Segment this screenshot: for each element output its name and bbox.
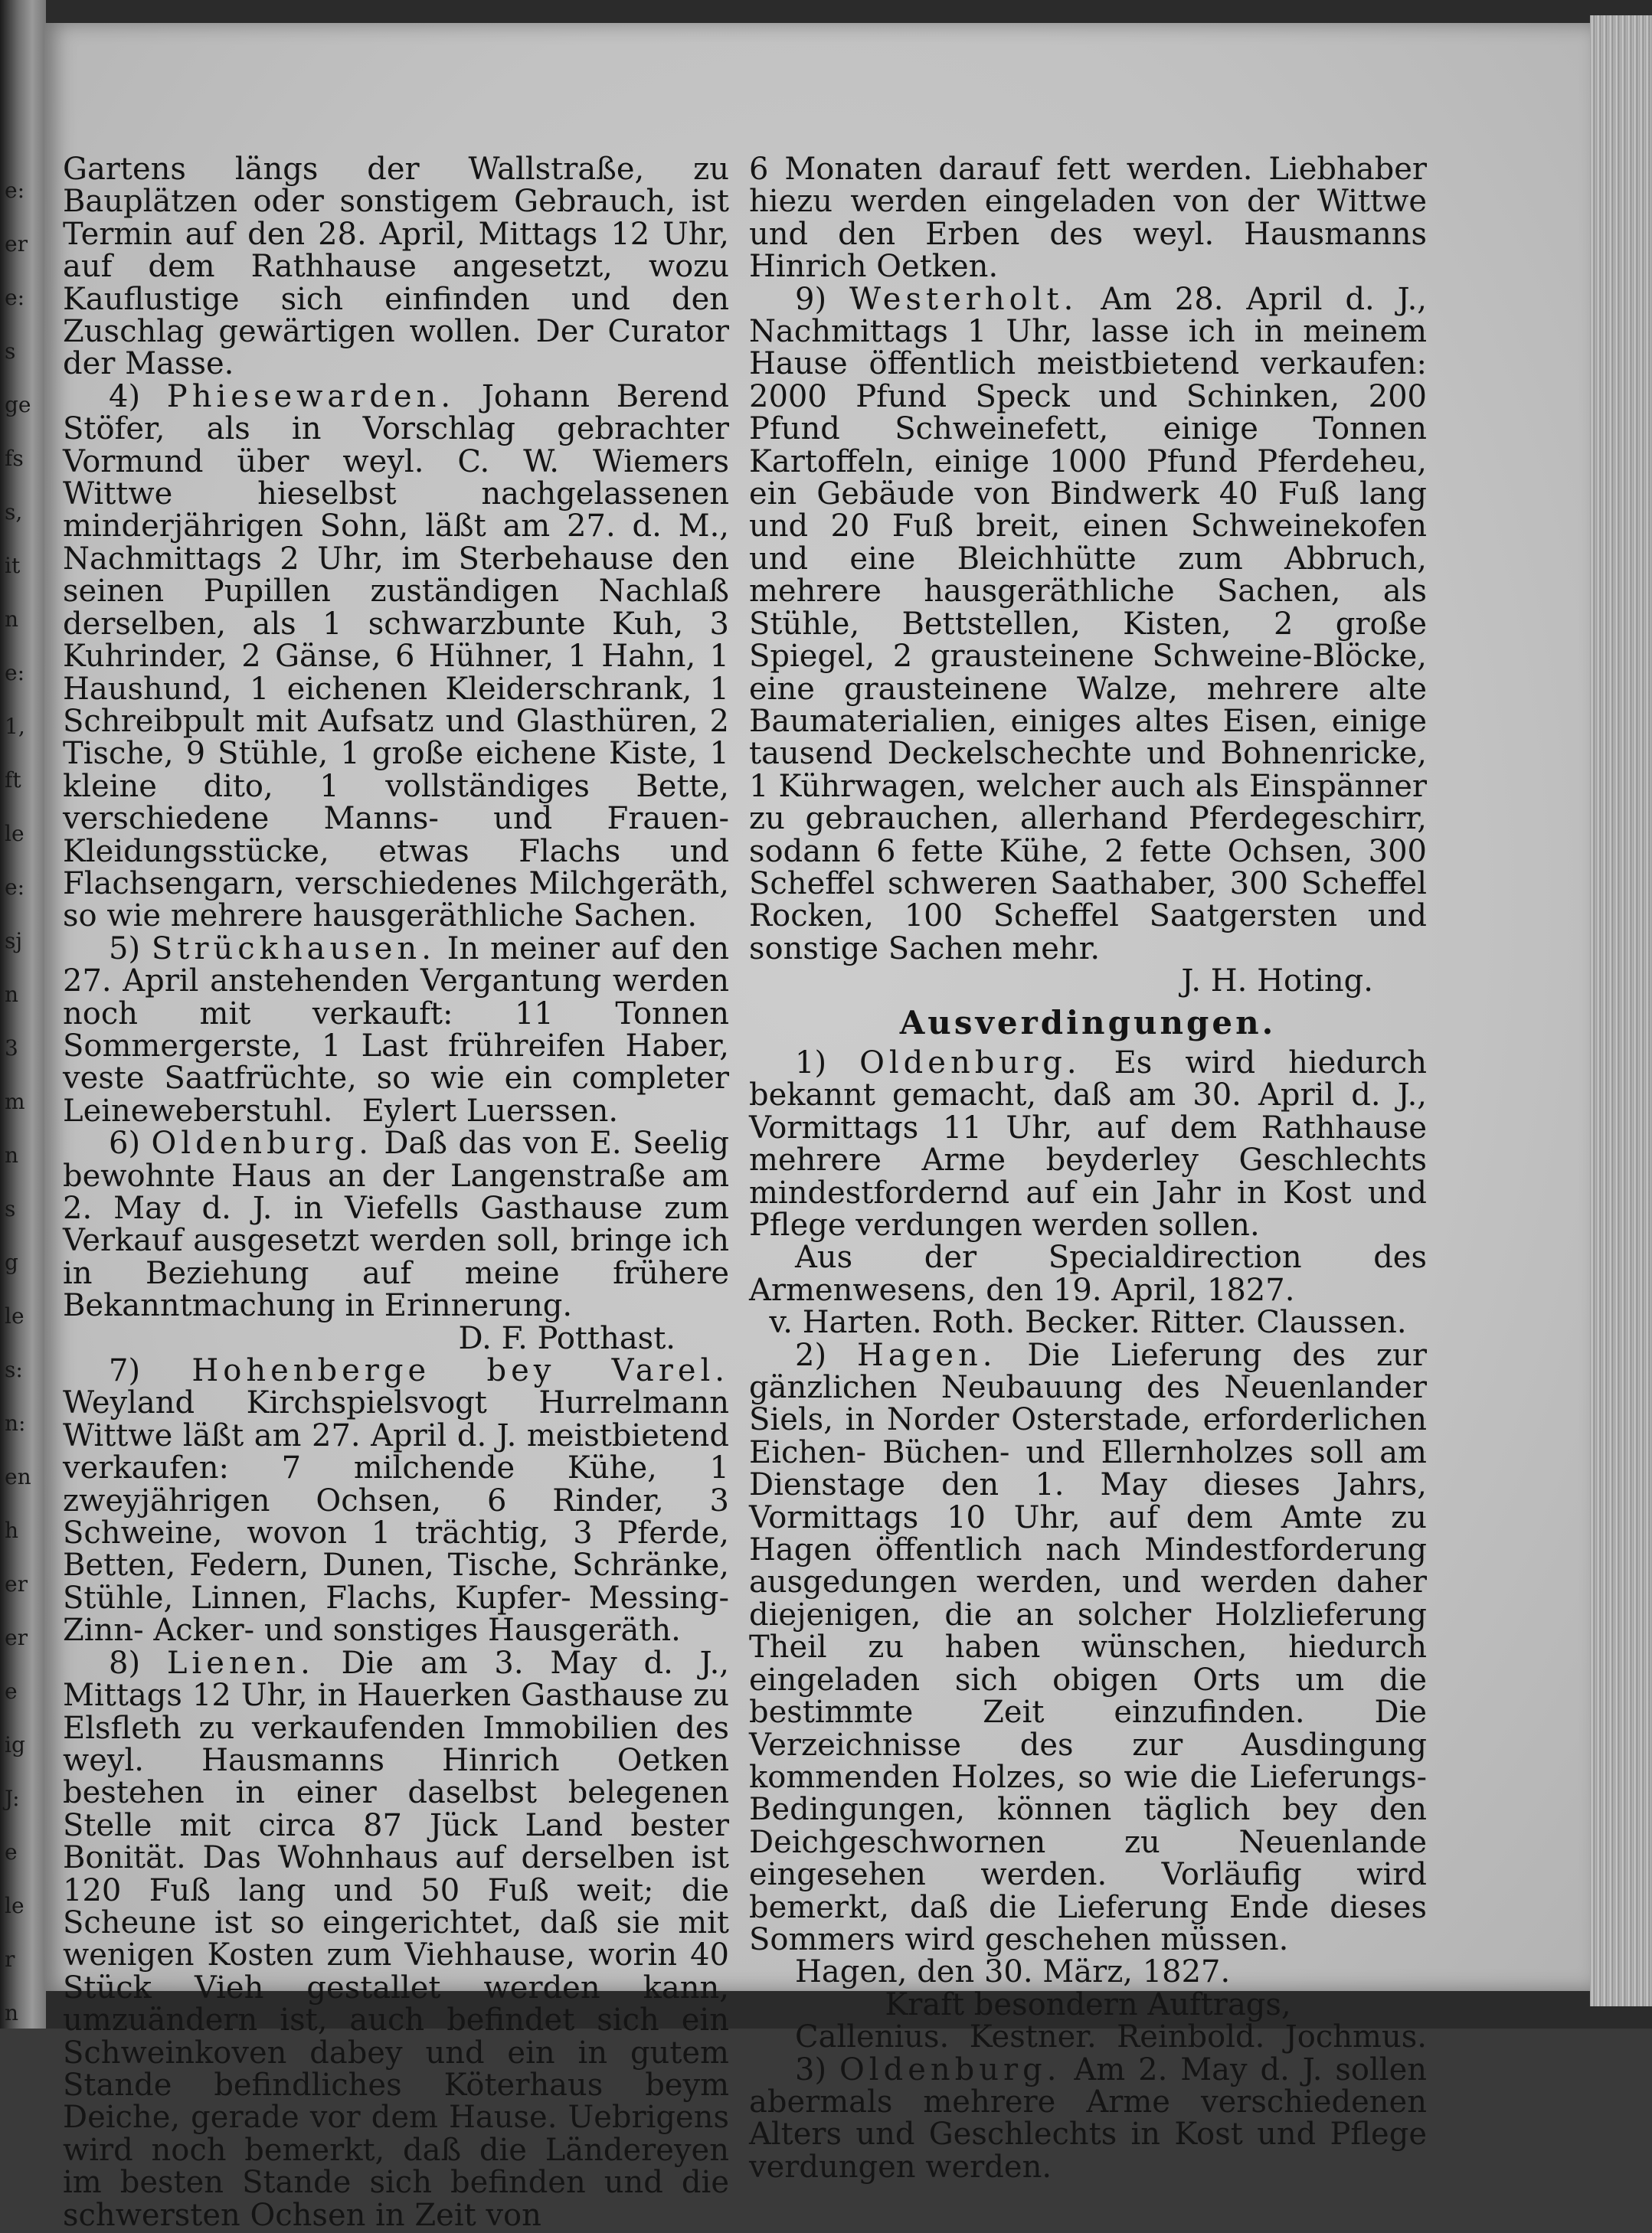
previous-page-fragment: er (5, 1625, 28, 1650)
previous-page-fragment: e: (5, 178, 25, 203)
previous-page-fragment: s (5, 1196, 16, 1221)
previous-page-fragment: fs (5, 446, 24, 471)
previous-page-fragment: m (5, 1089, 25, 1114)
notice-number: 5) (109, 930, 141, 966)
notice-text: Die am 3. May d. J., Mittags 12 Uhr, in Hauerken Gasthause zu Elsfleth zu verkaufenden Immobilien des weyl. Hausmanns Hinrich Oetken bestehen in einer daselbst belegenen Stelle mit circa 87 Jück Land bester Bonität. Das Wohnhaus auf derselben ist 120 Fuß lang und 50 Fuß weit; die Scheune ist so eingerichtet, daß sie mit wenigen Kosten zum Viehhause, worin 40 Stück Vieh gestallet werden kann, umzuändern ist, auch befindet sich ein Schweinkoven dabey und ein in gutem Stande befindliches Köterhaus beym Deiche, gerade vor dem Hause. Uebrigens wird noch bemerkt, daß die Ländereyen im besten Stande sich befinden und die schwersten Ochsen in Zeit von (63, 1645, 729, 2233)
previous-page-fragment: e (5, 1839, 18, 1865)
notice-number: 6) (109, 1126, 141, 1162)
left-column (63, 153, 729, 2231)
previous-page-fragment: 1, (5, 714, 25, 739)
previous-page-fragment: ig (5, 1732, 25, 1757)
notice-signature: Eylert Luerssen. (361, 1093, 619, 1129)
notice-place: Strückhausen. (151, 930, 436, 966)
right-column (749, 153, 1427, 2183)
notice-place: Phiesewarden. (166, 378, 456, 414)
previous-page-fragment: ge (5, 392, 31, 417)
signatory-names (749, 2021, 1427, 2053)
notice-place: Hagen. (856, 1337, 997, 1373)
previous-page-fragment: r (5, 1947, 15, 1972)
notice-text: In meiner auf den 27. April anstehenden Vergantung werden noch mit verkauft: 11 Tonnen Sommergerste, 1 Last frühreifen Haber, veste Saatfrüchte, so wie ein completer Leineweberstuhl. (63, 930, 730, 1129)
notice-6 (63, 1127, 729, 1322)
notice-place: Westerholt. (849, 281, 1078, 317)
notice-number: 4) (109, 378, 141, 414)
previous-page-fragment: n (5, 606, 19, 632)
previous-page-fragment: s (5, 338, 16, 364)
notice-signature: v. Harten. Roth. Becker. Ritter. Claussen. (769, 1305, 1407, 1341)
notice-place: Hohenberge bey Varel. (191, 1353, 729, 1389)
notice-signature: D. F. Potthast. (458, 1320, 676, 1356)
previous-page-fragment: 3 (5, 1035, 18, 1061)
previous-page-fragment: sj (5, 928, 23, 953)
notice-place: Oldenburg. (151, 1126, 373, 1162)
signatory-name: Jochmus. (1284, 2019, 1427, 2055)
previous-page-fragment: e: (5, 660, 25, 685)
notice-text: Am 28. April d. J., Nachmittags 1 Uhr, lasse ich in meinem Hause öffentlich meistbietend verkaufen: 2000 Pfund Speck und Schinken, 200 Pfund Schweinefett, einige Tonnen Kartoffeln, einige 1000 Pfund Pferdeheu, ein Gebäude von Bindwerk 40 Fuß lang und 20 Fuß breit, einen Schweinekofen und eine Bleichhütte zum Abbruch, mehrere hausgeräthliche Sachen, als Stühle, Bettstellen, Kisten, 2 große Spiegel, 2 grausteinene Schweine-Blöcke, eine grausteinene Walze, mehrere alte Baumaterialien, einiges altes Eisen, einige tausend Deckelschechte und Bohnenricke, 1 Kührwagen, welcher auch als Einspänner zu gebrauchen, allerhand Pferdegeschirr, sodann 6 fette Kühe, 2 fette Ochsen, 300 Scheffel schweren Saathaber, 300 Scheffel Rocken, 100 Scheffel Saatgersten und sonstige Sachen mehr. (749, 281, 1428, 966)
previous-page-fragment: n (5, 1143, 19, 1168)
page-fore-edge (1590, 15, 1652, 2006)
notice-number: 2) (795, 1337, 827, 1373)
contract-3 (749, 2054, 1427, 2184)
signatory-name: Reinbold. (1117, 2019, 1265, 2055)
notice-text: Es wird hiedurch bekannt gemacht, daß am 30. April d. J., Vormittags 11 Uhr, auf dem Rathhause mehrere Arme beyderley Geschlechts mindestfordernd auf ein Jahr in Kost und Pflege verdungen werden sollen. (749, 1045, 1427, 1243)
previous-page-fragment: e (5, 1679, 18, 1704)
notice-number: 7) (109, 1353, 141, 1389)
previous-page-fragment: le (5, 821, 25, 846)
notice-continuation: 6 Monaten darauf fett werden. Liebhaber hiezu werden eingeladen von der Wittwe und den Erben des weyl. Hausmanns Hinrich Oetken. (749, 152, 1427, 285)
notice-text: Daß das von E. Seelig bewohnte Haus an der Langenstraße am 2. May d. J. in Viefells Gasthause zum Verkauf ausgesetzt werden soll, bringe ich in Beziehung auf meine frühere Bekanntmachung in Erinnerung. (63, 1126, 729, 1324)
previous-page-fragment: ft (5, 767, 21, 793)
previous-page-fragment: g (5, 1250, 18, 1275)
previous-page-fragment: er (5, 231, 28, 257)
notice-number: 1) (795, 1045, 827, 1081)
signatory-name: Callenius. (795, 2019, 950, 2055)
notice-text: Johann Berend Stöfer, als in Vorschlag gebrachter Vormund über weyl. C. W. Wiemers Wittwe hieselbst nachgelassenen minderjährigen Sohn, läßt am 27. d. M., Nachmittags 2 Uhr, im Sterbehause den seinen Pupillen zuständigen Nachlaß derselben, als 1 schwarzbunte Kuh, 3 Kuhrinder, 2 Gänse, 6 Hühner, 1 Hahn, 1 Haushund, 1 eichenen Kleiderschrank, 1 Schreibpult mit Aufsatz und Glasthüren, 2 Tische, 9 Stühle, 1 große eichene Kiste, 1 kleine dito, 1 vollständiges Bette, verschiedene Manns- und Frauen-Kleidungsstücke, etwas Flachs und Flachsengarn, verschiedenes Milchgeräth, so wie mehrere hausgeräthliche Sachen. (63, 378, 729, 934)
section-heading: Ausverdingungen. (899, 1003, 1277, 1041)
notice-text: Die Lieferung des zur gänzlichen Neubauung des Neuenlander Siels, in Norder Osterstade, erforderlichen Eichen- Büchen- und Ellernholzes soll am Dienstage den 1. May dieses Jahrs, Vormittags 10 Uhr, auf dem Amte zu Hagen öffentlich nach Mindestforderung ausgedungen werden, und werden daher diejenigen, die an solcher Holzlieferung Theil zu haben wünschen, hiedurch eingeladen sich obigen Orts um die bestimmte Zeit einzufinden. Die Verzeichnisse des zur Ausdingung kommenden Holzes, so wie die Lieferungs-Bedingungen, können täglich bey den Deichgeschwornen zu Neuenlande eingesehen werden. Vorläufig wird bemerkt, daß die Lieferung Ende dieses Sommers wird geschehen müssen. (749, 1337, 1428, 1957)
previous-page-fragment: n (5, 982, 19, 1007)
previous-page-fragment: J: (5, 1786, 20, 1811)
previous-page-fragment: s: (5, 1357, 23, 1382)
contract-authority: Kraft besondern Auftrags, (885, 1986, 1291, 2022)
previous-page-fragment: e: (5, 285, 25, 310)
previous-page-edge (0, 31, 44, 2025)
contract-1 (749, 1047, 1427, 1241)
notice-signature: J. H. Hoting. (1181, 963, 1373, 999)
notice-number: 3) (795, 2052, 827, 2088)
previous-page-fragment: n (5, 2000, 19, 2025)
notice-4 (63, 378, 729, 934)
notice-text: Weyland Kirchspielsvogt Hurrelmann Wittwe läßt am 27. April d. J. meistbietend verkaufen: 7 milchende Kühe, 1 zweyjährigen Ochsen, 6 Rinder, 3 Schweine, wovon 1 trächtig, 3 Pferde, Betten, Federn, Dunen, Tische, Schränke, Stühle, Linnen, Flachs, Kupfer- Messing- Zinn- Acker- und sonstiges Hausgeräth. (63, 1385, 729, 1649)
signatory-name: Kestner. (969, 2019, 1097, 2055)
previous-page-fragment: le (5, 1303, 25, 1329)
notice-continuation: Gartens längs der Wallstraße, zu Bauplätzen oder sonstigem Gebrauch, ist Termin auf den 28. April, Mittags 12 Uhr, auf dem Rathhause angesetzt, wozu Kauflustige sich einfinden und den Zuschlag gewärtigen wollen. Der Curator der Masse. (63, 152, 729, 382)
notice-place: Oldenburg. (839, 2052, 1062, 2088)
previous-page-fragment: h (5, 1518, 19, 1543)
notice-place: Oldenburg. (859, 1045, 1081, 1081)
contract-2 (749, 1339, 1427, 1957)
previous-page-fragment: n: (5, 1411, 26, 1436)
previous-page-fragment: le (5, 1893, 25, 1918)
contract-date: Hagen, den 30. März, 1827. (795, 1954, 1231, 1990)
contract-origin: Aus der Specialdirection des Armenwesens, den 19. April, 1827. (749, 1240, 1427, 1308)
notice-8 (63, 1647, 729, 2231)
notice-place: Lienen. (166, 1645, 315, 1681)
notice-number: 8) (109, 1645, 141, 1681)
previous-page-fragment: it (5, 553, 21, 578)
previous-page-fragment: s, (5, 499, 23, 525)
previous-page-fragment: en (5, 1464, 31, 1489)
notice-number: 9) (795, 281, 827, 317)
notice-9 (749, 283, 1427, 966)
previous-page-fragment: e: (5, 875, 25, 900)
notice-5 (63, 930, 730, 1129)
notice-text: Am 2. May d. J. sollen abermals mehrere Arme verschiedenen Alters und Geschlechts in Kost und Pflege verdungen werden. (749, 2052, 1427, 2185)
previous-page-fragment: er (5, 1571, 28, 1597)
notice-7 (63, 1355, 729, 1647)
